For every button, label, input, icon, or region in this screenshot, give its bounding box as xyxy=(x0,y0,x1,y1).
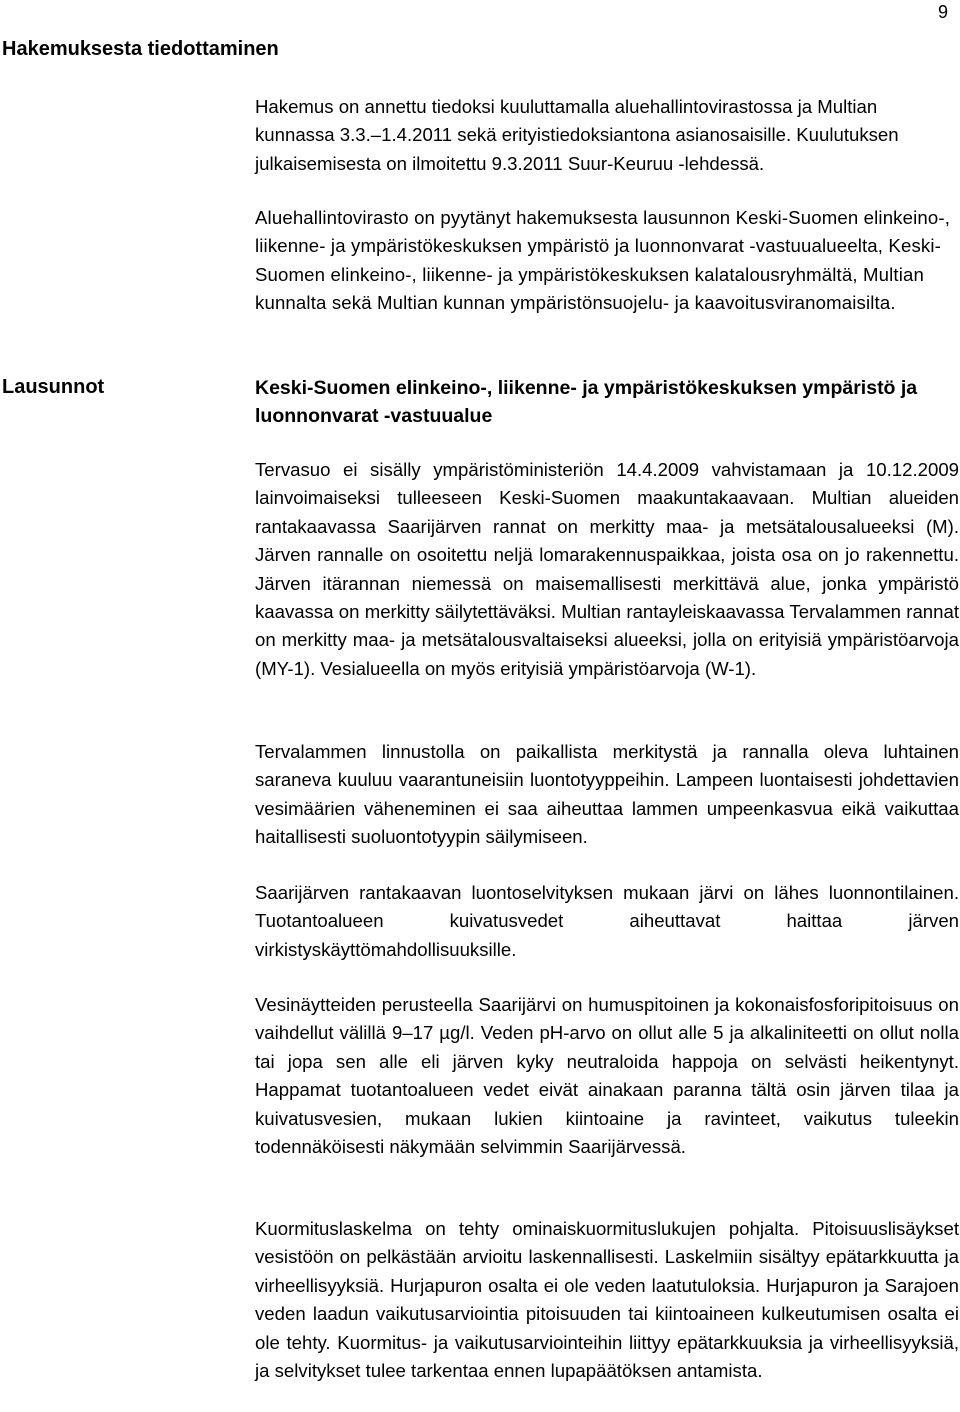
statement-block-4 xyxy=(255,991,959,1161)
statement-block-3 xyxy=(255,879,959,964)
statement-paragraph-2: Tervalammen linnustolla on paikallista merkitystä ja rannalla oleva luhtainen saraneva kuuluu vaarantuneisiin luontotyyppeihin. Lampeen luontaisesti johdettavien vesimäärien väheneminen ei saa aiheuttaa lammen umpeenkasvua eikä vaikuttaa haitallisesti suoluontotyypin säilymiseen. xyxy=(255,741,959,848)
statement-title: Keski-Suomen elinkeino-, liikenne- ja ympäristökeskuksen ympäristö ja luonnonvarat -vastuualue xyxy=(255,377,918,428)
notice-paragraph: Hakemus on annettu tiedoksi kuuluttamalla aluehallintovirastossa ja Multian kunnassa 3.3.–1.4.2011 sekä erityistiedoksiantona asianosaisille. Kuulutuksen julkaisemisesta on ilmoitettu 9.3.2011 Suur-Keuruu -lehdessä. xyxy=(255,96,899,174)
statement-block-2 xyxy=(255,738,959,852)
page-number: 9 xyxy=(937,2,948,22)
section-heading-statements: Lausunnot xyxy=(2,376,105,398)
request-paragraph: Aluehallintovirasto on pyytänyt hakemuksesta lausunnon Keski-Suomen elinkeino-, liikenne- ja ympäristökeskuksen ympäristö ja luonnonvarat -vastuualueelta, Keski-Suomen elinkeino-, liikenne- ja ympäristökeskuksen kalatalousryhmältä, Multian kunnalta sekä Multian kunnan ympäristönsuojelu- ja kaavoitusviranomaisilta. xyxy=(255,207,951,314)
section-heading-notice: Hakemuksesta tiedottaminen xyxy=(2,38,279,60)
statement-block-1 xyxy=(255,456,959,683)
notice-block xyxy=(255,93,959,178)
statement-paragraph-4: Vesinäytteiden perusteella Saarijärvi on humuspitoinen ja kokonaisfosforipitoisuus on vaihdellut välillä 9–17 µg/l. Veden pH-arvo on ollut alle 5 ja alkaliniteetti on ollut nolla tai jopa sen alle eli järven kyky neutraloida happoja on selvästi heikentynyt. Happamat tuotantoalueen vedet eivät ainakaan paranna tältä osin järven tilaa ja kuivatusvesien, mukaan lukien kiintoaine ja ravinteet, vaikutus tuleekin todennäköisesti näkymään selvimmin Saarijärvessä. xyxy=(255,994,959,1158)
request-block xyxy=(255,204,959,318)
statement-block-5 xyxy=(255,1215,959,1385)
statement-paragraph-3: Saarijärven rantakaavan luontoselvityksen mukaan järvi on lähes luonnontilainen. Tuotantoalueen kuivatusvedet aiheuttavat haittaa järven virkistyskäyttömahdollisuuksille. xyxy=(255,882,959,960)
statement-paragraph-5: Kuormituslaskelma on tehty ominaiskuormituslukujen pohjalta. Pitoisuuslisäykset vesistöön on pelkästään arvioitu laskennallisesti. Laskelmiin sisältyy epätarkkuutta ja virheellisyyksiä. Hurjapuron osalta ei ole veden laatutuloksia. Hurjapuron ja Sarajoen veden laadun vaikutusarviointia pitoisuuden tai kiintoaineen kulkeutumisen osalta ei ole tehty. Kuormitus- ja vaikutusarviointeihin liittyy epätarkkuuksia ja virheellisyyksiä, ja selvitykset tulee tarkentaa ennen lupapäätöksen antamista. xyxy=(255,1218,959,1382)
statement-paragraph-1: Tervasuo ei sisälly ympäristöministeriön 14.4.2009 vahvistamaan ja 10.12.2009 lainvoimaiseksi tulleeseen Keski-Suomen maakuntakaavaan. Multian alueiden rantakaavassa Saarijärven rannat on merkitty maa- ja metsätalousalueeksi (M). Järven rannalle on osoitettu neljä lomarakennuspaikkaa, joista osa on jo rakennettu. Järven itärannan niemessä on maisemallisesti merkittävä alue, jonka ympäristö kaavassa on merkitty säilytettäväksi. Multian rantayleiskaavassa Tervalammen rannat on merkitty maa- ja metsätalousvaltaiseksi alueeksi, jolla on erityisiä ympäristöarvoja (MY-1). Vesialueella on myös erityisiä ympäristöarvoja (W-1). xyxy=(255,459,959,679)
